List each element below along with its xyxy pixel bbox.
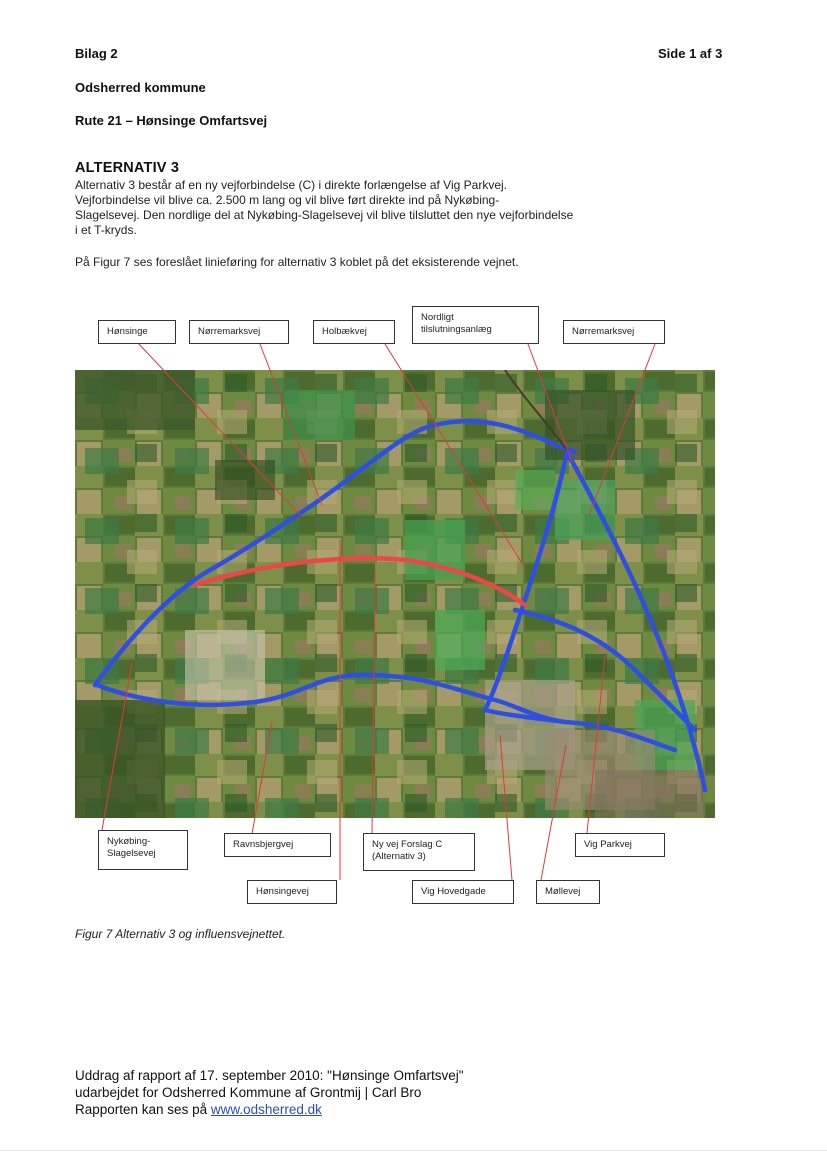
footer-line-3-prefix: Rapporten kan ses på: [75, 1102, 211, 1117]
label-honsingevej: Hønsingevej: [247, 880, 337, 904]
section-title: ALTERNATIV 3: [75, 160, 180, 176]
paragraph-line: i et T-kryds.: [75, 223, 137, 237]
label-ravnsbjergvej: Ravnsbjergvej: [224, 833, 331, 857]
page-indicator: Side 1 af 3: [658, 46, 723, 61]
label-ny-vej-forslag-c: Ny vej Forslag C (Alternativ 3): [363, 833, 475, 871]
footer: [75, 1067, 464, 1118]
website-link[interactable]: www.odsherred.dk: [210, 1102, 322, 1117]
municipality-name: Odsherred kommune: [75, 80, 206, 95]
section-paragraph-2: På Figur 7 ses foreslået linieføring for alternativ 3 koblet på det eksisterende vejnet.: [75, 255, 519, 269]
paragraph-line: Alternativ 3 består af en ny vejforbindelse (C) i direkte forlængelse af Vig Parkvej.: [75, 178, 507, 192]
label-vig-hovedgade: Vig Hovedgade: [412, 880, 514, 904]
footer-line-2: udarbejdet for Odsherred Kommune af Grontmij | Carl Bro: [75, 1085, 422, 1100]
label-norremarksvej-right: Nørremarksvej: [563, 320, 665, 344]
page-bottom-divider: [0, 1150, 827, 1151]
appendix-label: Bilag 2: [75, 46, 118, 61]
route-title: Rute 21 – Hønsinge Omfartsvej: [75, 113, 268, 128]
paragraph-line: Slagelsevej. Den nordlige del at Nykøbing-Slagelsevej vil blive tilsluttet den nye vejforbindelse: [75, 208, 574, 222]
section-paragraph-1: [75, 178, 675, 238]
footer-line-3: [75, 1101, 464, 1118]
figure-caption: Figur 7 Alternativ 3 og influensvejnettet.: [75, 927, 286, 941]
label-honsinge: Hønsinge: [98, 320, 176, 344]
label-nordligt-tilslutningsanlaeg: Nordligt tilslutningsanlæg: [412, 306, 539, 344]
footer-line-1: Uddrag af rapport af 17. september 2010: "Hønsinge Omfartsvej": [75, 1068, 464, 1083]
label-nykobing-slagelsevej: Nykøbing- Slagelsevej: [98, 830, 188, 870]
aerial-photo: [75, 370, 715, 818]
label-norremarksvej-left: Nørremarksvej: [189, 320, 289, 344]
aerial-map: [75, 370, 715, 818]
label-mollevej: Møllevej: [536, 880, 600, 904]
label-holbaekvej: Holbækvej: [313, 320, 395, 344]
paragraph-line: Vejforbindelse vil blive ca. 2.500 m lang og vil blive ført direkte ind på Nykøbing-: [75, 193, 500, 207]
label-vig-parkvej: Vig Parkvej: [575, 833, 665, 857]
